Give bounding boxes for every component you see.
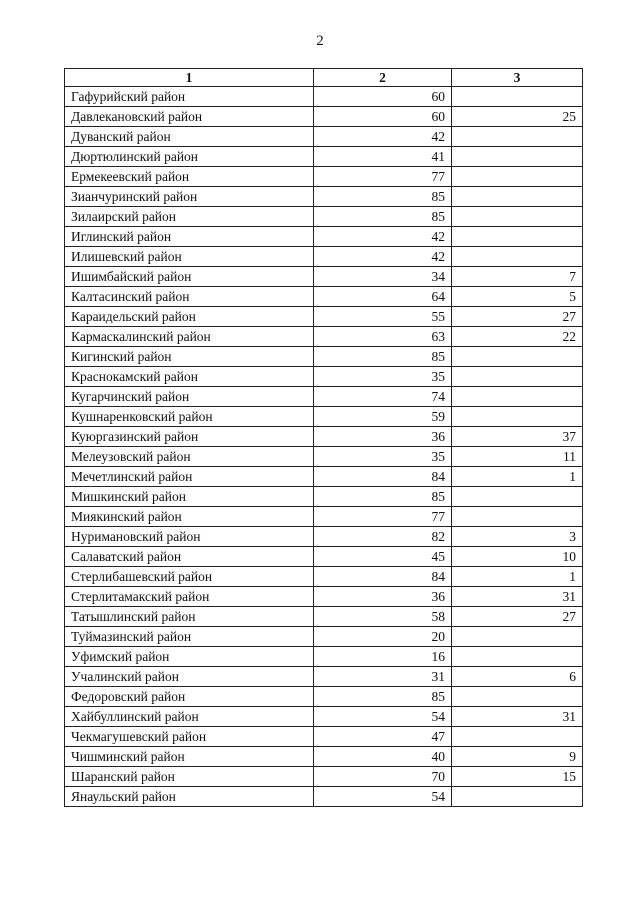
column-2-value-cell: 85 [314, 687, 452, 707]
table-row [65, 747, 583, 767]
column-3-value-cell: 15 [452, 767, 583, 787]
table-row [65, 727, 583, 747]
column-2-value-cell: 36 [314, 427, 452, 447]
column-2-value-cell: 47 [314, 727, 452, 747]
table-header [65, 69, 583, 87]
table-row [65, 127, 583, 147]
column-2-value-cell: 84 [314, 467, 452, 487]
table-row [65, 767, 583, 787]
table-row [65, 567, 583, 587]
table-body [65, 87, 583, 807]
district-table [64, 68, 583, 807]
column-header-3: 3 [452, 69, 583, 87]
page-number: 2 [316, 33, 324, 49]
table-row [65, 587, 583, 607]
column-3-value-cell [452, 187, 583, 207]
district-name-cell: Туймазинский район [65, 627, 314, 647]
district-name-cell: Миякинский район [65, 507, 314, 527]
table-row [65, 507, 583, 527]
column-3-value-cell: 22 [452, 327, 583, 347]
column-3-value-cell [452, 787, 583, 807]
column-2-value-cell: 82 [314, 527, 452, 547]
column-3-value-cell [452, 507, 583, 527]
district-name-cell: Мишкинский район [65, 487, 314, 507]
table-row [65, 267, 583, 287]
column-3-value-cell [452, 387, 583, 407]
column-3-value-cell: 9 [452, 747, 583, 767]
column-2-value-cell: 45 [314, 547, 452, 567]
column-2-value-cell: 20 [314, 627, 452, 647]
district-name-cell: Зилаирский район [65, 207, 314, 227]
column-3-value-cell [452, 207, 583, 227]
table-row [65, 787, 583, 807]
district-name-cell: Кармаскалинский район [65, 327, 314, 347]
column-3-value-cell [452, 407, 583, 427]
table-row [65, 667, 583, 687]
table-row [65, 107, 583, 127]
district-name-cell: Ермекеевский район [65, 167, 314, 187]
column-3-value-cell: 37 [452, 427, 583, 447]
district-name-cell: Илишевский район [65, 247, 314, 267]
table-row [65, 87, 583, 107]
column-3-value-cell [452, 167, 583, 187]
district-name-cell: Стерлитамакский район [65, 587, 314, 607]
column-3-value-cell [452, 147, 583, 167]
district-name-cell: Стерлибашевский район [65, 567, 314, 587]
column-3-value-cell: 31 [452, 587, 583, 607]
column-2-value-cell: 58 [314, 607, 452, 627]
table-row [65, 227, 583, 247]
column-2-value-cell: 54 [314, 787, 452, 807]
district-name-cell: Мелеузовский район [65, 447, 314, 467]
table-row [65, 687, 583, 707]
column-3-value-cell: 6 [452, 667, 583, 687]
column-2-value-cell: 54 [314, 707, 452, 727]
district-name-cell: Дуванский район [65, 127, 314, 147]
column-3-value-cell [452, 87, 583, 107]
district-name-cell: Зианчуринский район [65, 187, 314, 207]
column-3-value-cell [452, 347, 583, 367]
district-name-cell: Янаульский район [65, 787, 314, 807]
column-2-value-cell: 74 [314, 387, 452, 407]
district-name-cell: Краснокамский район [65, 367, 314, 387]
column-2-value-cell: 36 [314, 587, 452, 607]
column-2-value-cell: 60 [314, 107, 452, 127]
district-name-cell: Ишимбайский район [65, 267, 314, 287]
district-name-cell: Уфимский район [65, 647, 314, 667]
district-name-cell: Иглинский район [65, 227, 314, 247]
table-row [65, 447, 583, 467]
column-3-value-cell [452, 367, 583, 387]
table-row [65, 307, 583, 327]
district-name-cell: Чекмагушевский район [65, 727, 314, 747]
column-2-value-cell: 85 [314, 347, 452, 367]
column-2-value-cell: 42 [314, 247, 452, 267]
district-name-cell: Шаранский район [65, 767, 314, 787]
district-name-cell: Дюртюлинский район [65, 147, 314, 167]
column-3-value-cell: 10 [452, 547, 583, 567]
district-name-cell: Давлекановский район [65, 107, 314, 127]
column-3-value-cell: 11 [452, 447, 583, 467]
district-name-cell: Калтасинский район [65, 287, 314, 307]
table-row [65, 627, 583, 647]
district-name-cell: Учалинский район [65, 667, 314, 687]
district-name-cell: Нуримановский район [65, 527, 314, 547]
column-2-value-cell: 85 [314, 487, 452, 507]
column-header-1: 1 [65, 69, 314, 87]
column-3-value-cell [452, 647, 583, 667]
column-3-value-cell: 3 [452, 527, 583, 547]
column-2-value-cell: 77 [314, 507, 452, 527]
column-2-value-cell: 35 [314, 447, 452, 467]
column-2-value-cell: 63 [314, 327, 452, 347]
district-name-cell: Хайбуллинский район [65, 707, 314, 727]
district-name-cell: Куюргазинский район [65, 427, 314, 447]
district-name-cell: Чишминский район [65, 747, 314, 767]
column-3-value-cell: 1 [452, 467, 583, 487]
column-2-value-cell: 64 [314, 287, 452, 307]
column-2-value-cell: 85 [314, 187, 452, 207]
column-2-value-cell: 55 [314, 307, 452, 327]
district-name-cell: Кугарчинский район [65, 387, 314, 407]
table-row [65, 247, 583, 267]
column-3-value-cell: 5 [452, 287, 583, 307]
column-3-value-cell [452, 127, 583, 147]
district-name-cell: Федоровский район [65, 687, 314, 707]
district-name-cell: Гафурийский район [65, 87, 314, 107]
column-2-value-cell: 31 [314, 667, 452, 687]
table-row [65, 287, 583, 307]
table-row [65, 467, 583, 487]
column-3-value-cell: 25 [452, 107, 583, 127]
table-header-row [65, 69, 583, 87]
table-row [65, 647, 583, 667]
column-2-value-cell: 59 [314, 407, 452, 427]
district-name-cell: Мечетлинский район [65, 467, 314, 487]
district-name-cell: Кигинский район [65, 347, 314, 367]
table-row [65, 367, 583, 387]
column-3-value-cell [452, 627, 583, 647]
column-2-value-cell: 85 [314, 207, 452, 227]
column-2-value-cell: 41 [314, 147, 452, 167]
table-row [65, 407, 583, 427]
district-name-cell: Кушнаренковский район [65, 407, 314, 427]
table-row [65, 707, 583, 727]
column-2-value-cell: 35 [314, 367, 452, 387]
column-2-value-cell: 84 [314, 567, 452, 587]
column-3-value-cell [452, 487, 583, 507]
column-3-value-cell: 27 [452, 607, 583, 627]
column-3-value-cell: 27 [452, 307, 583, 327]
column-2-value-cell: 77 [314, 167, 452, 187]
table-row [65, 547, 583, 567]
table-row [65, 187, 583, 207]
column-3-value-cell [452, 247, 583, 267]
column-3-value-cell: 7 [452, 267, 583, 287]
column-2-value-cell: 34 [314, 267, 452, 287]
column-3-value-cell: 31 [452, 707, 583, 727]
table-row [65, 207, 583, 227]
district-name-cell: Татышлинский район [65, 607, 314, 627]
column-3-value-cell [452, 727, 583, 747]
district-name-cell: Караидельский район [65, 307, 314, 327]
column-2-value-cell: 42 [314, 127, 452, 147]
column-2-value-cell: 70 [314, 767, 452, 787]
column-2-value-cell: 16 [314, 647, 452, 667]
column-2-value-cell: 40 [314, 747, 452, 767]
column-3-value-cell [452, 687, 583, 707]
table-row [65, 147, 583, 167]
table-row [65, 387, 583, 407]
column-3-value-cell [452, 227, 583, 247]
table-row [65, 347, 583, 367]
table-row [65, 607, 583, 627]
table-row [65, 427, 583, 447]
column-2-value-cell: 60 [314, 87, 452, 107]
table-row [65, 167, 583, 187]
table-row [65, 527, 583, 547]
table-row [65, 327, 583, 347]
table-row [65, 487, 583, 507]
column-2-value-cell: 42 [314, 227, 452, 247]
column-header-2: 2 [314, 69, 452, 87]
district-name-cell: Салаватский район [65, 547, 314, 567]
column-3-value-cell: 1 [452, 567, 583, 587]
